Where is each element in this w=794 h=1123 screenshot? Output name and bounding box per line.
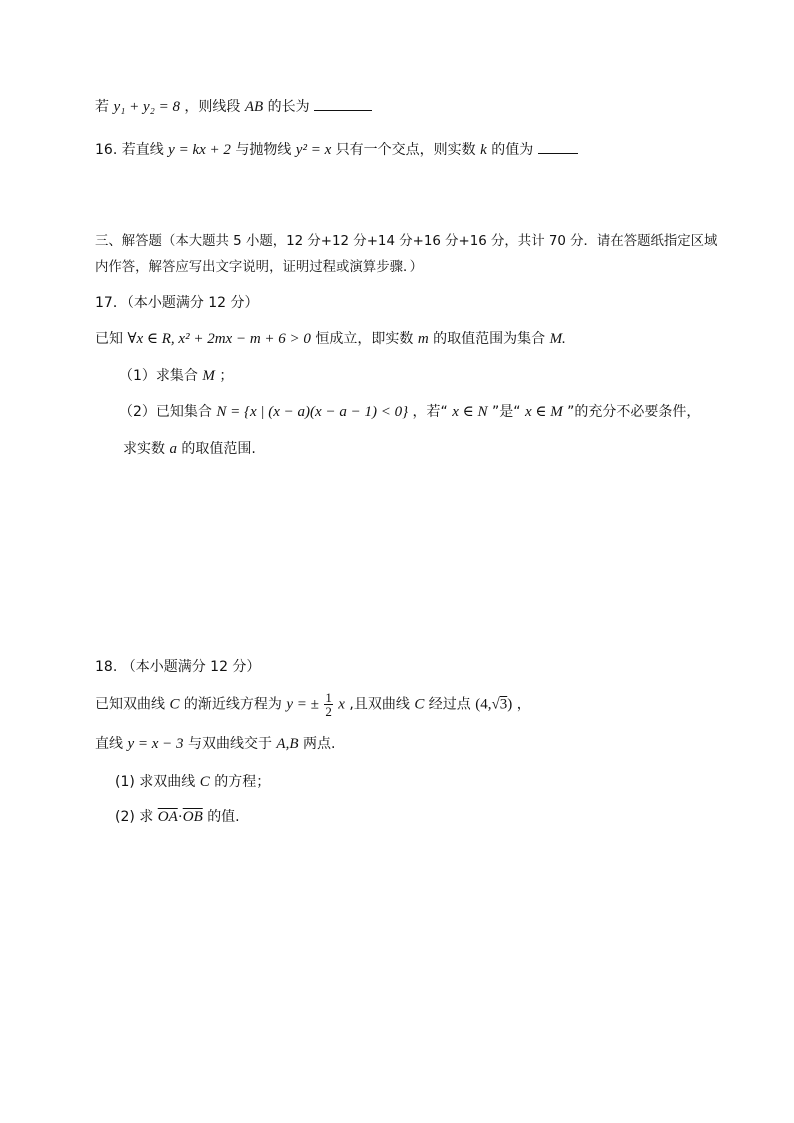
q18-header: 18. （本小题满分 12 分） (95, 659, 261, 675)
q15-ab: AB (244, 99, 264, 115)
q18-asymptote-x: x (338, 696, 345, 713)
q16-k: k (480, 142, 487, 158)
q16-answer-blank (538, 141, 578, 154)
q18-points-ab: A,B (276, 736, 299, 752)
q17-part1-label: （1）求集合 (119, 368, 198, 384)
q18-line2 (95, 734, 335, 754)
q17-set-m: M. (549, 331, 566, 347)
q18-stem-e: ， (516, 696, 531, 713)
q17-m: m (417, 331, 429, 347)
q16-line-equation: y = kx + 2 (168, 142, 231, 158)
q18-part1-c: C (199, 774, 210, 790)
q17-part2-label: （2）已知集合 (119, 404, 212, 420)
q18-stem-a: 已知双曲线 (95, 696, 165, 713)
q17-part2-mid1: ，若“ (412, 404, 448, 420)
q17-stem-b: 恒成立，即实数 (315, 331, 414, 347)
q16-text-a: 若直线 (121, 142, 164, 158)
q17-a: a (169, 441, 177, 457)
q18-c2: C (414, 696, 425, 713)
q18-frac-den: 2 (325, 704, 332, 719)
section3-line2: 内作答，解答应写出文字说明，证明过程或演算步骤．） (95, 260, 424, 275)
q17-cond-n: x ∈ N (452, 404, 488, 420)
q17-part1-m: M (202, 368, 215, 384)
q18-line2-c: 两点. (302, 736, 336, 752)
q17-part2 (119, 402, 700, 422)
q17-part1-end: ； (219, 368, 234, 384)
q15-mid: ，则线段 (184, 99, 241, 115)
q18-vector-ob: $\overline{OB}$ (182, 809, 203, 825)
q18-point-b: ) (507, 696, 513, 713)
q18-dot: · (177, 809, 183, 825)
q16-parabola: y² = x (295, 142, 332, 158)
q18-point-sqrt: 3 (499, 696, 508, 713)
q17-part2-mid2: ”是“ (491, 404, 521, 420)
q18-part1-label: (1) 求双曲线 (115, 774, 196, 790)
q16-line (95, 140, 578, 160)
q17-part2-line2 (123, 439, 256, 459)
q18-stem-d: 经过点 (428, 696, 471, 713)
q17-cond-m: x ∈ M (524, 404, 563, 420)
q18-line2-b: 与双曲线交于 (187, 736, 272, 752)
q18-frac-num: 1 (325, 690, 332, 705)
q18-fraction (324, 691, 333, 718)
q17-part2-mid3: ”的充分不必要条件， (567, 404, 701, 420)
q18-part2-label: (2) 求 (115, 809, 154, 825)
q17-set-n: N = {x | (x − a)(x − a − 1) < 0} (216, 404, 409, 420)
q18-c: C (169, 696, 180, 713)
q18-vector-oa: $\overline{OA}$ (157, 809, 178, 825)
q17-part2-line2b: 的取值范围. (181, 441, 256, 457)
q18-part2 (115, 807, 240, 827)
q16-number: 16. (95, 142, 118, 158)
q18-line-equation: y = x − 3 (127, 736, 184, 752)
q17-stem-c: 的取值范围为集合 (433, 331, 546, 347)
q17-stem-a: 已知 (95, 331, 123, 347)
q17-part1 (119, 366, 233, 386)
q16-text-d: 的值为 (491, 142, 534, 158)
q15-answer-blank (314, 98, 372, 111)
q18-line2-a: 直线 (95, 736, 123, 752)
q18-asymptote-lhs: y = ± (286, 696, 319, 713)
q16-text-c: 只有一个交点，则实数 (335, 142, 476, 158)
q15-tail-line (95, 97, 372, 117)
q15-suffix: 的长为 (267, 99, 310, 115)
q16-text-b: 与抛物线 (235, 142, 292, 158)
q18-part1-end: 的方程； (214, 774, 271, 790)
q17-inequality: ∀x ∈ R, x² + 2mx − m + 6 > 0 (127, 331, 311, 347)
section3-line1: 三、解答题（本大题共 5 小题，12 分+12 分+14 分+16 分+16 分，共计 70 分．请在答题纸指定区域 (95, 234, 718, 249)
q18-sqrt-sign: √ (491, 696, 500, 713)
q18-stem (95, 691, 531, 718)
q15-prefix: 若 (95, 99, 109, 115)
q17-stem (95, 329, 566, 349)
q18-stem-b: 的渐近线方程为 (183, 696, 282, 713)
q18-part2-end: 的值. (207, 809, 240, 825)
q18-stem-c: ,且双曲线 (349, 696, 410, 713)
q17-part2-line2a: 求实数 (123, 441, 165, 457)
q15-expression: y₁ + y₂ = 8 (113, 99, 180, 115)
q18-part1 (115, 772, 270, 792)
q17-header: 17．（本小题满分 12 分） (95, 295, 259, 311)
q18-point-a: (4, (475, 696, 492, 713)
